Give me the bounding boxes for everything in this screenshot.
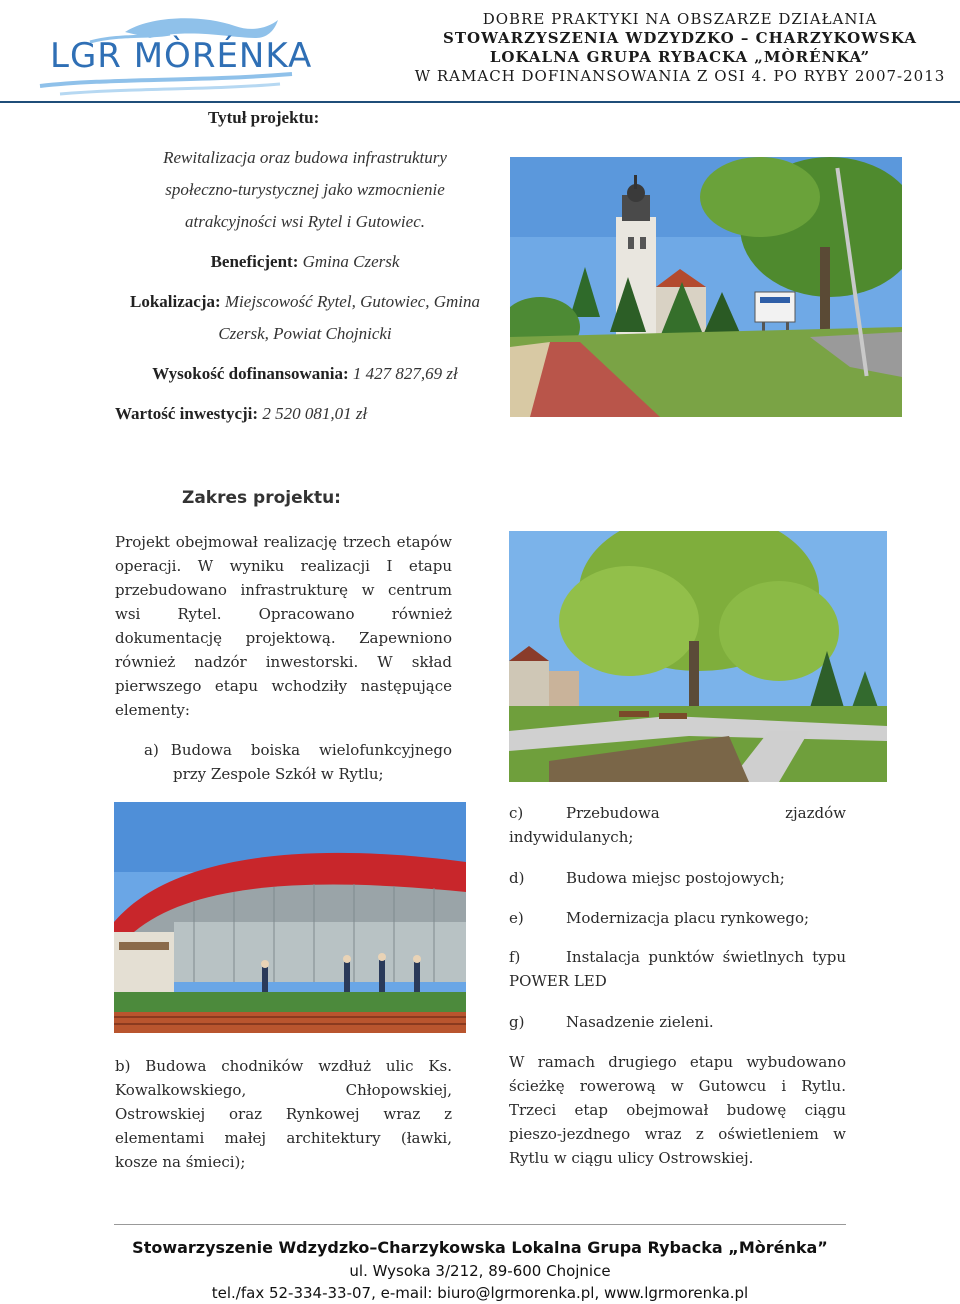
location-value-line-1: Miejscowość Rytel, Gutowiec, Gmina [224, 292, 480, 311]
item-g-text: Nasadzenie zieleni. [566, 1013, 714, 1031]
item-e [509, 906, 846, 930]
funding-row [110, 364, 500, 384]
photo-sports-hall [114, 802, 466, 1033]
item-d-key: d) [509, 869, 525, 887]
item-f-key: f) [509, 948, 521, 966]
item-g [509, 1010, 846, 1034]
investment-row [115, 404, 367, 424]
funding-label: Wysokość dofinansowania: [152, 364, 349, 383]
item-f-text-1: Instalacja punktów świetlnych typu [566, 948, 846, 966]
title-label: Tytuł projektu: [208, 108, 320, 127]
header-line-2: STOWARZYSZENIA WDZYDZKO – CHARZYKOWSKA [443, 29, 917, 47]
item-c-word-1: Przebudowa [566, 804, 660, 822]
item-a-line-1 [144, 738, 452, 762]
item-d-text: Budowa miejsc postojowych; [566, 869, 785, 887]
footer-org: Stowarzyszenie Wdzydzko–Charzykowska Lokalna Grupa Rybacka „Mòrénka” [132, 1238, 828, 1257]
beneficiary-row [110, 252, 500, 272]
footer-address: ul. Wysoka 3/212, 89-600 Chojnice [349, 1262, 611, 1280]
item-a-text-1: Budowa boiska wielofunkcyjnego [170, 741, 452, 759]
location-row [110, 292, 500, 312]
item-c-word-2: zjazdów [785, 804, 846, 822]
investment-label: Wartość inwestycji: [115, 404, 259, 423]
header-divider [0, 101, 960, 103]
item-e-key: e) [509, 909, 524, 927]
project-title-line-3: atrakcyjności wsi Rytel i Gutowiec. [184, 212, 425, 231]
item-d [509, 866, 846, 890]
item-f-line-1 [509, 945, 846, 969]
header-line-3: LOKALNA GRUPA RYBACKA „MÒRÉNKA” [489, 48, 871, 66]
project-title-line-2: społeczno-turystycznej jako wzmocnienie [165, 180, 445, 199]
logo-text: LGR MÒRÉNKA [50, 36, 313, 76]
location-value-line-2: Czersk, Powiat Chojnicki [218, 324, 392, 343]
item-a-key: a) [144, 741, 159, 759]
investment-value: 2 520 081,01 zł [262, 404, 368, 423]
header-line-4: W RAMACH DOFINANSOWANIA Z OSI 4. PO RYBY 2007-2013 [414, 67, 946, 85]
item-f-text-2: POWER LED [509, 972, 607, 990]
photo-church [510, 157, 902, 417]
footer-contact: tel./fax 52-334-33-07, e-mail: biuro@lgrmorenka.pl, www.lgrmorenka.pl [211, 1284, 749, 1302]
item-e-text: Modernizacja placu rynkowego; [566, 909, 810, 927]
item-g-key: g) [509, 1013, 525, 1031]
beneficiary-label: Beneficjent: [210, 252, 299, 271]
second-stage-paragraph: W ramach drugiego etapu wybudowano ścieżkę rowerową w Gutowcu i Rytlu. Trzeci etap obejmował budowę ciągu pieszo-jezdnego wraz z oświetleniem w Rytlu w ciągu ulicy Ostrowskiej. [509, 1053, 846, 1167]
project-title-line-1: Rewitalizacja oraz budowa infrastruktury [163, 148, 447, 167]
item-f [509, 945, 846, 993]
beneficiary-value: Gmina Czersk [302, 252, 400, 271]
footer-divider [114, 1224, 846, 1225]
lgr-morenka-logo [30, 8, 313, 98]
scope-paragraph: Projekt obejmował realizację trzech etapów operacji. W wyniku realizacji I etapu przebudowano infrastrukturę w centrum wsi Rytel. Opracowano również dokumentację projektową. Zapewniono również nadzór inwestorski. W skład pierwszego etapu wchodziły następujące elementy: [115, 533, 452, 719]
item-a-text-2: przy Zespole Szkół w Rytlu; [173, 765, 384, 783]
item-b: b) Budowa chodników wzdłuż ulic Ks. Kowalkowskiego, Chłopowskiej, Ostrowskiej oraz Rynkowej wraz z elementami małej architektury (ławki, kosze na śmieci); [115, 1057, 452, 1171]
scope-heading: Zakres projektu: [182, 488, 341, 508]
header-line-1: DOBRE PRAKTYKI NA OBSZARZE DZIAŁANIA [482, 10, 878, 28]
item-c-key: c) [509, 804, 524, 822]
location-label: Lokalizacja: [129, 292, 221, 311]
item-c [509, 801, 846, 849]
item-c-line-1 [509, 801, 846, 825]
funding-value: 1 427 827,69 zł [352, 364, 458, 383]
photo-park [509, 531, 887, 782]
item-a [144, 738, 452, 786]
item-c-line-2: indywidulanych; [509, 828, 634, 846]
